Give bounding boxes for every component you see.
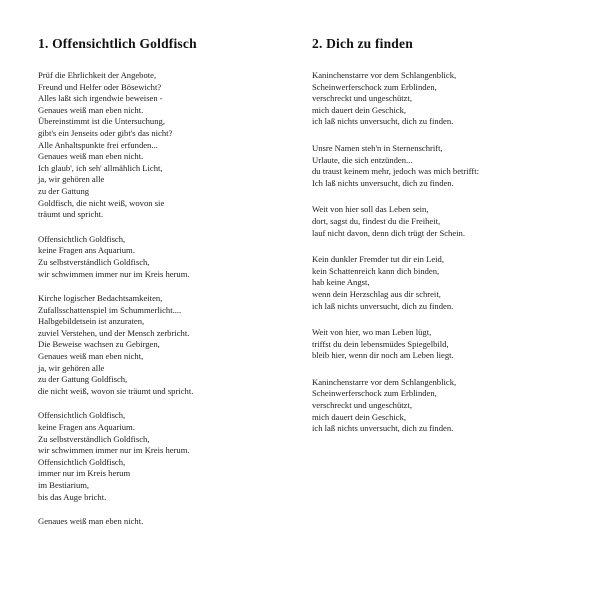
poem-line: triffst du dein lebensmüdes Spiegelbild,	[312, 338, 449, 349]
stanza	[312, 377, 562, 435]
stanza	[38, 70, 288, 221]
poem-line: Zu selbstverständlich Goldfisch,	[38, 433, 150, 444]
poem-line: Genaues weiß man eben nicht.	[38, 516, 144, 527]
poem-line: im Bestiarium,	[38, 480, 90, 490]
poem-line: Offensichtlich Goldfisch,	[38, 233, 126, 244]
poem-line: zu der Gattung Goldfisch,	[38, 374, 128, 385]
poem-line: Zu selbstverständlich Goldfisch,	[38, 256, 150, 267]
poem-line: Zufallsschattenspiel im Schummerlicht....	[38, 304, 182, 315]
poem-line: ich laß nichts unversucht, dich zu finden.	[312, 116, 454, 127]
poem-line: Urlaute, die sich entzünden...	[312, 154, 413, 165]
poem-line: Goldfisch, die nicht weiß, wovon sie	[38, 197, 165, 208]
poem-line: mich dauert dein Geschick,	[312, 411, 407, 422]
poem-line: wenn dein Herzschlag aus dir schreit,	[312, 288, 441, 299]
stanza	[38, 293, 288, 397]
poem-line: Scheinwerferschock zum Erblinden,	[312, 81, 437, 92]
poem-line: Scheinwerferschock zum Erblinden,	[312, 388, 437, 399]
poem-line: ja, wir gehören alle	[38, 174, 105, 185]
poem-line: immer nur im Kreis herum	[38, 468, 131, 479]
poem-line: keine Fragen ans Aquarium.	[38, 245, 135, 256]
poem-line: du traust keinem mehr, jedoch was mich betrifft:	[312, 166, 480, 177]
column-left	[38, 36, 288, 528]
poem-line: ja, wir gehören alle	[38, 362, 105, 373]
poem-line: Kaninchenstarre vor dem Schlangenblick,	[312, 376, 457, 387]
poem-line: Offensichtlich Goldfisch,	[38, 410, 126, 421]
poem-line: hab keine Angst,	[312, 277, 370, 288]
stanza	[312, 70, 562, 128]
poem-line: zu der Gattung	[38, 185, 90, 196]
poem-line: mich dauert dein Geschick,	[312, 104, 407, 115]
poem-line: Freund und Helfer oder Bösewicht?	[38, 81, 162, 92]
stanza	[312, 254, 562, 312]
poem-line: verschreckt und ungeschützt,	[312, 400, 412, 411]
stanza	[312, 204, 562, 239]
poem-line: träumt und spricht.	[38, 209, 104, 220]
stanza	[38, 234, 288, 280]
poem-line: Ich glaub', ich seh' allmählich Licht,	[38, 162, 163, 173]
poem-line: ich laß nichts unversucht, dich zu finden.	[312, 300, 454, 311]
poem-line: dort, sagst du, findest du die Freiheit,	[312, 215, 441, 226]
poem-line: Alle Anhaltspunkte frei erfunden...	[38, 139, 158, 150]
poem-line: Halbgebildetsein ist anzuraten,	[38, 316, 145, 327]
poem-line: Kein dunkler Fremder tut dir ein Leid,	[312, 254, 444, 265]
stanza	[312, 327, 562, 362]
poem-line: Alles laßt sich irgendwie beweisen -	[38, 93, 163, 104]
stanza	[312, 143, 562, 189]
poem-line: Weit von hier, wo man Leben lügt,	[312, 327, 432, 338]
poem-line: Die Beweise wachsen zu Gebirgen,	[38, 339, 160, 350]
poem-line: Genaues weiß man eben nicht,	[38, 351, 144, 362]
poem-line: ich laß nichts unversucht, dich zu finden.	[312, 423, 454, 434]
poem-line: wir schwimmen immer nur im Kreis herum.	[38, 445, 190, 456]
poem-line: Ich laß nichts unversucht, dich zu finden.	[312, 177, 454, 188]
poem-line: die nicht weiß, wovon sie träumt und spricht.	[38, 385, 194, 396]
poem-line: Unsre Namen steh'n in Sternenschrift,	[312, 142, 443, 153]
poem-line: Genaues weiß man eben nicht.	[38, 104, 144, 115]
poem-line: bis das Auge bricht.	[38, 491, 107, 502]
poem-line: Prüf die Ehrlichkeit der Angebote,	[38, 70, 157, 80]
column-right	[312, 36, 562, 450]
poem-title-2: 2. Dich zu finden	[312, 36, 413, 51]
two-column-layout	[38, 36, 576, 528]
stanza	[38, 410, 288, 503]
poem-line: wir schwimmen immer nur im Kreis herum.	[38, 268, 190, 279]
stanza	[38, 516, 288, 528]
poem-line: verschreckt und ungeschützt,	[312, 93, 412, 104]
poem-line: zuviel Verstehen, und der Mensch zerbricht.	[38, 327, 190, 338]
poem-title-1: 1. Offensichtlich Goldfisch	[38, 36, 197, 51]
poem-line: bleib hier, wenn dir noch am Leben liegt.	[312, 350, 454, 361]
poem-line: Kaninchenstarre vor dem Schlangenblick,	[312, 70, 457, 80]
poem-line: Weit von hier soll das Leben sein,	[312, 204, 429, 215]
poem-line: keine Fragen ans Aquarium.	[38, 422, 135, 433]
poem-line: gibt's ein Jenseits oder gibt's das nicht?	[38, 127, 173, 138]
poem-line: Genaues weiß man eben nicht.	[38, 151, 144, 162]
poem-line: lauf nicht davon, denn dich trügt der Schein.	[312, 227, 465, 238]
poem-line: Offensichtlich Goldfisch,	[38, 456, 126, 467]
poem-line: Übereinstimmt ist die Untersuchung,	[38, 116, 165, 127]
poem-line: kein Schattenreich kann dich binden,	[312, 265, 440, 276]
poem-line: Kirche logischer Bedachtsamkeiten,	[38, 293, 163, 304]
